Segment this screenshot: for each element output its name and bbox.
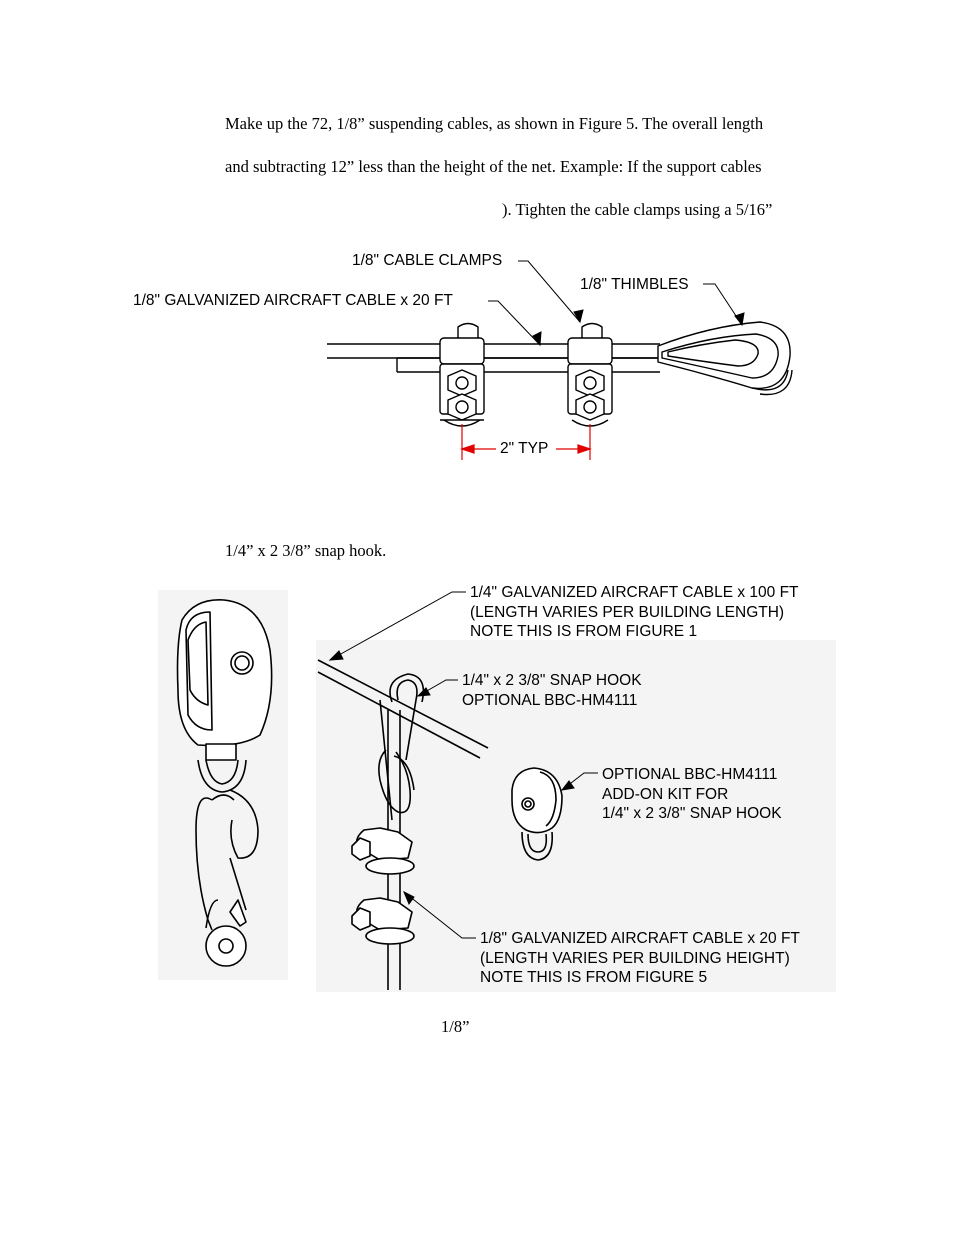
paragraph-line-2: and subtracting 12” less than the height of the net. Example: If the support cables (225, 157, 762, 176)
main-cable-label (470, 583, 799, 642)
small-cable-label-line-1: 1/8" GALVANIZED AIRCRAFT CABLE x 20 FT (480, 930, 800, 947)
thimbles-label: 1/8" THIMBLES (580, 276, 689, 293)
snap-hook-label (462, 671, 642, 710)
add-on-kit-label (602, 765, 782, 824)
small-cable-label-line-2: (LENGTH VARIES PER BUILDING HEIGHT) (480, 949, 790, 967)
add-on-kit-label-line-3: 1/4" x 2 3/8" SNAP HOOK (602, 805, 782, 822)
paragraph-line-3: ). Tighten the cable clamps using a 5/16” (502, 200, 773, 219)
main-cable-label-line-2: (LENGTH VARIES PER BUILDING LENGTH) (470, 603, 785, 621)
add-on-kit-label-line-1: OPTIONAL BBC-HM4111 (602, 766, 778, 783)
main-cable-label-line-3: NOTE THIS IS FROM FIGURE 1 (470, 623, 698, 640)
small-cable-label-line-3: NOTE THIS IS FROM FIGURE 5 (480, 969, 708, 986)
small-cable-label (480, 929, 800, 988)
galvanized-cable-label: 1/8" GALVANIZED AIRCRAFT CABLE x 20 FT (133, 292, 453, 309)
snap-hook-label-line-1: 1/4" x 2 3/8" SNAP HOOK (462, 672, 642, 689)
paragraph-line-1: Make up the 72, 1/8” suspending cables, as shown in Figure 5. The overall length (225, 114, 764, 133)
paragraph-line-5: 1/8” (441, 1017, 470, 1036)
add-on-kit-label-line-2: ADD-ON KIT FOR (602, 785, 729, 803)
snap-hook-label-line-2: OPTIONAL BBC-HM4111 (462, 691, 638, 709)
paragraph-line-4: 1/4” x 2 3/8” snap hook. (225, 541, 387, 560)
dimension-label: 2" TYP (500, 440, 549, 457)
main-cable-label-line-1: 1/4" GALVANIZED AIRCRAFT CABLE x 100 FT (470, 584, 799, 601)
cable-clamps-label: 1/8" CABLE CLAMPS (352, 252, 503, 269)
